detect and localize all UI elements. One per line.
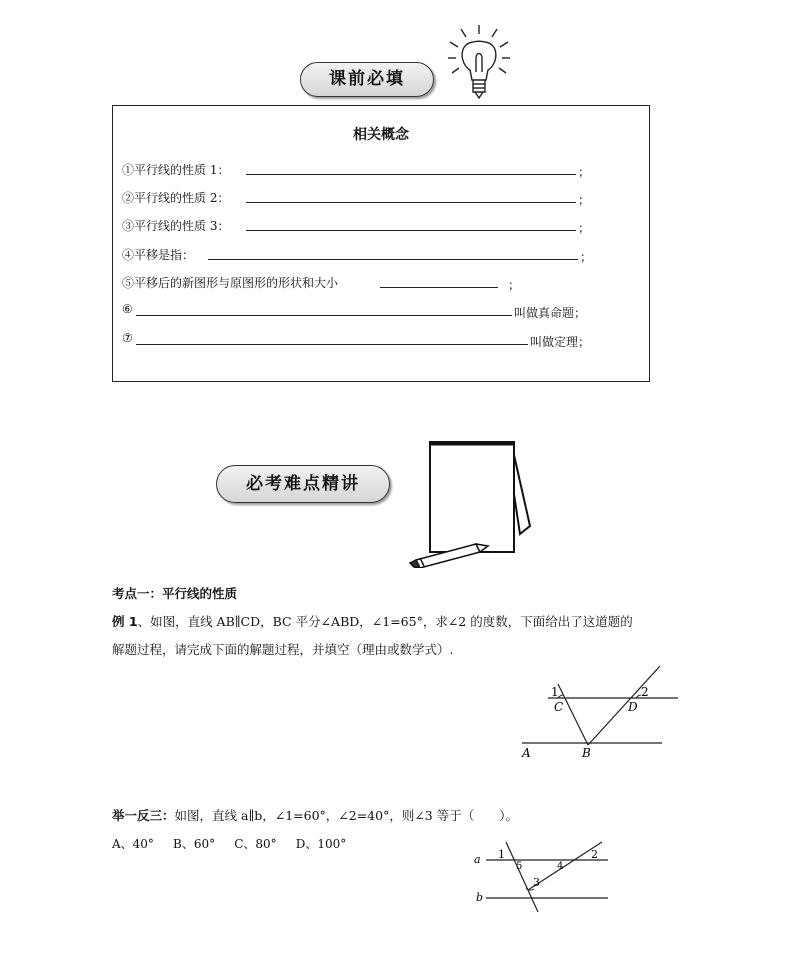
- example1-text1: 、如图，直线 AB∥CD，BC 平分∠ABD，∠1=65°，求∠2 的度数，下面给出了这道题的: [137, 614, 633, 629]
- option-d[interactable]: D、100°: [295, 837, 347, 851]
- option-b[interactable]: B、60°: [173, 837, 216, 851]
- example1-lead: 例 1: [112, 614, 138, 629]
- blank-line[interactable]: [136, 315, 512, 316]
- fig2-label-2: 2: [591, 848, 598, 861]
- concept-item-2: ②平行线的性质 2：: [122, 191, 230, 205]
- option-a[interactable]: A、40°: [112, 837, 154, 851]
- concept-item-1-end: ；: [578, 165, 591, 179]
- blank-line[interactable]: [208, 259, 578, 260]
- concept-item-5: ⑤平移后的新图形与原图形的形状和大小: [122, 276, 339, 290]
- practice-text: 如图，直线 a∥b，∠1=60°，∠2=40°，则∠3 等于（ ）。: [174, 808, 518, 823]
- concept-item-5-end: ；: [508, 278, 521, 292]
- practice-line: [112, 806, 518, 824]
- example1-line1: [112, 612, 633, 630]
- fig2-label-4: 4: [557, 861, 564, 872]
- section-title-pre-class: 课前必填: [300, 62, 434, 97]
- concept-item-3-end: ；: [578, 221, 591, 235]
- fig1-label-b: B: [582, 746, 591, 760]
- concept-item-4-end: ；: [580, 250, 593, 264]
- blank-line[interactable]: [246, 230, 576, 231]
- concept-item-6-end: 叫做真命题；: [514, 306, 587, 320]
- section-title-key-points: 必考难点精讲: [216, 465, 390, 503]
- concepts-title: 相关概念: [353, 127, 409, 143]
- point1-title: 考点一：平行线的性质: [112, 586, 238, 601]
- blank-line[interactable]: [246, 174, 576, 175]
- practice-figure: [470, 834, 614, 914]
- blank-line[interactable]: [380, 287, 498, 288]
- notepad-pencil-icon: [408, 436, 534, 568]
- concept-item-1: ①平行线的性质 1：: [122, 163, 230, 177]
- fig2-label-b: b: [476, 891, 484, 904]
- fig2-label-5: 5: [516, 861, 523, 872]
- practice-lead: 举一反三：: [112, 808, 175, 823]
- concept-item-7-end: 叫做定理；: [530, 335, 591, 349]
- blank-line[interactable]: [136, 344, 528, 345]
- concept-item-3: ③平行线的性质 3：: [122, 219, 230, 233]
- concept-item-6: ⑥: [122, 302, 133, 316]
- option-c[interactable]: C、80°: [234, 837, 277, 851]
- concept-item-4: ④平移是指：: [122, 248, 195, 262]
- fig1-label-1: 1: [551, 685, 559, 699]
- fig2-label-a: a: [474, 853, 481, 866]
- fig2-label-1: 1: [498, 848, 505, 861]
- fig1-label-2: 2: [641, 685, 649, 699]
- concept-item-2-end: ；: [578, 193, 591, 207]
- practice-options: [112, 835, 346, 852]
- fig2-label-3: 3: [533, 876, 540, 889]
- lightbulb-icon: [448, 22, 518, 104]
- example1-figure: [518, 662, 682, 762]
- blank-line[interactable]: [246, 202, 576, 203]
- fig1-label-a: A: [522, 746, 531, 760]
- fig1-label-d: D: [628, 700, 638, 714]
- example1-line2: 解题过程，请完成下面的解题过程，并填空（理由或数学式）.: [112, 642, 454, 657]
- fig1-label-c: C: [554, 700, 564, 714]
- concept-item-7: ⑦: [122, 331, 133, 345]
